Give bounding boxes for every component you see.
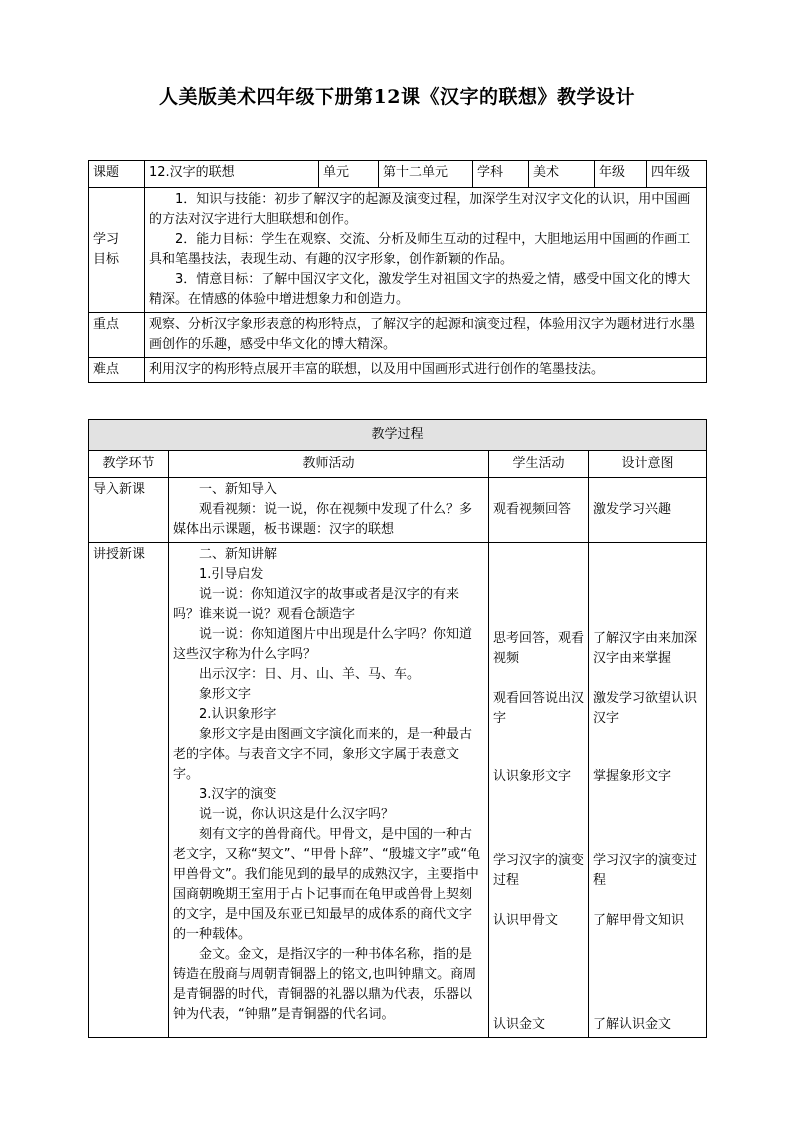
header-teacher: 教师活动 [169, 451, 489, 478]
topic-value: 12.汉字的联想 [145, 161, 319, 188]
difficult-label: 难点 [89, 358, 145, 383]
goal-item: 3．情意目标：了解中国汉字文化，激发学生对祖国文字的热爱之情，感受中国文化的博大精深。在情感的体验中增进想象力和创造力。 [149, 272, 691, 307]
subject-value: 美术 [529, 161, 595, 188]
teach-stage: 讲授新课 [89, 543, 169, 1038]
goals-row [89, 188, 707, 313]
intro-row [89, 478, 707, 543]
process-band-row [89, 420, 707, 451]
document-title: 人美版美术四年级下册第12课《汉字的联想》教学设计 [159, 86, 635, 108]
unit-value: 第十二单元 [379, 161, 473, 188]
grade-value: 四年级 [647, 161, 707, 188]
goals-content [145, 188, 707, 313]
grade-label: 年级 [595, 161, 647, 188]
difficult-row [89, 358, 707, 383]
subject-label: 学科 [473, 161, 529, 188]
key-label: 重点 [89, 313, 145, 358]
header-student: 学生活动 [489, 451, 589, 478]
teach-teacher: 二、新知讲解 1.引导启发 说一说：你知道汉字的故事或者是汉字的有来吗？谁来说一说？观看仓颉造字 说一说：你知道图片中出现是什么字吗？你知道这些汉字称为什么字吗？ 出示汉字：日、月、山、羊、马、车。 象形文字 2.认识象形字 象形文字是由图画文字演化而来的，是一种最古老的字体。与表音文字不同，象形文字属于表意文字。 3.汉字的演变 说一说，你认识这是什么汉字吗？ 刻有文字的兽骨商代。甲骨文，是中国的一种古老文字，又称“契文”、“甲骨卜辞”、“殷墟文字”或“龟甲兽骨文”。我们能见到的最早的成熟汉字，主要指中国商朝晚期王室用于占卜记事而在龟甲或兽骨上契刻的文字，是中国及东亚已知最早的成体系的商代文字的一种载体。 金文。金文，是指汉字的一种书体名称，指的是铸造在殷商与周朝青铜器上的铭文,也叫钟鼎文。商周是青铜器的时代，青铜器的礼器以鼎为代表，乐器以钟为代表，“钟鼎”是青铜器的代名词。 [169, 543, 489, 1038]
info-row [89, 161, 707, 188]
header-intent: 设计意图 [589, 451, 707, 478]
intro-intent: 激发学习兴趣 [589, 478, 707, 543]
header-stage: 教学环节 [89, 451, 169, 478]
unit-label: 单元 [319, 161, 379, 188]
goals-label: 学习 目标 [89, 188, 145, 313]
teach-intent: 了解汉字由来加深汉字由来掌握 激发学习欲望认识汉字 掌握象形文字 学习汉字的演变过程 了解甲骨文知识 了解认识金文 [589, 543, 707, 1038]
goal-item: 2．能力目标：学生在观察、交流、分析及师生互动的过程中，大胆地运用中国画的作画工具和笔墨技法，表现生动、有趣的汉字形象，创作新颖的作品。 [149, 232, 691, 267]
key-row [89, 313, 707, 358]
process-table [88, 419, 707, 1038]
goal-item: 1．知识与技能：初步了解汉字的起源及演变过程，加深学生对汉字文化的认识，用中国画的方法对汉字进行大胆联想和创作。 [149, 192, 691, 227]
topic-label: 课题 [89, 161, 145, 188]
teach-row [89, 543, 707, 1038]
intro-stage: 导入新课 [89, 478, 169, 543]
lesson-info-table [88, 160, 707, 383]
difficult-text: 利用汉字的构形特点展开丰富的联想，以及用中国画形式进行创作的笔墨技法。 [145, 358, 707, 383]
intro-student: 观看视频回答 [489, 478, 589, 543]
process-band: 教学过程 [89, 420, 707, 451]
teach-student: 思考回答，观看视频 观看回答说出汉字 认识象形文字 学习汉字的演变过程 认识甲骨文 认识金文 [489, 543, 589, 1038]
intro-teacher: 一、新知导入 观看视频：说一说，你在视频中发现了什么？多媒体出示课题，板书课题：汉字的联想 [169, 478, 489, 543]
key-text: 观察、分析汉字象形表意的构形特点，了解汉字的起源和演变过程，体验用汉字为题材进行水墨画创作的乐趣，感受中华文化的博大精深。 [145, 313, 707, 358]
process-header-row [89, 451, 707, 478]
